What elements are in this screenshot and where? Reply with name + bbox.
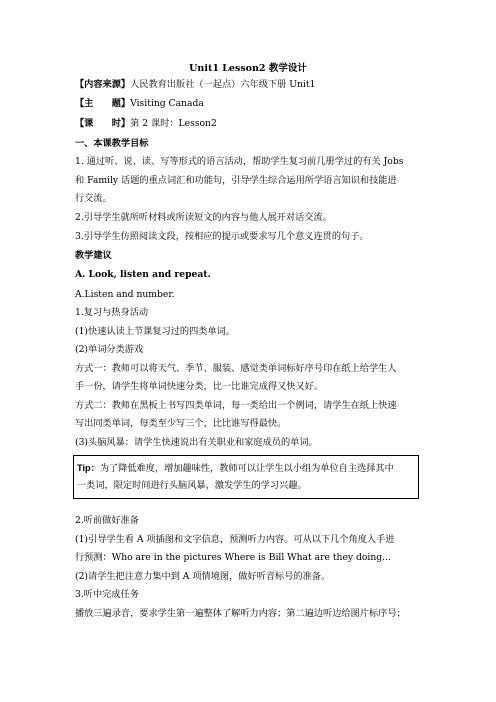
tip-line-1 [77, 460, 394, 474]
meta-theme-label: 【主 题】 [75, 98, 131, 109]
section-objectives-heading: 一、本课教学目标 [75, 138, 149, 149]
step-1-1: (1)快速认读上节课复习过的四类单词。 [75, 326, 236, 337]
step-3: 3.听中完成任务 [75, 589, 139, 600]
step-1-3: (3)头脑风暴：请学生快速说出有关职业和家庭成员的单词。 [75, 437, 318, 448]
step-3-1: 播放三遍录音，要求学生第一遍整体了解听力内容；第二遍边听边给图片标序号； [75, 608, 406, 619]
method-1-line-1: 方式一：教师可以将天气、季节、服装、感觉类单词标好序号印在纸上给学生人 [75, 363, 397, 374]
objective-1-line-1: 1. 通过听、说、读、写等形式的语言活动，帮助学生复习前几册学过的有关 Jobs [75, 156, 404, 167]
method-1-line-2: 手一份，请学生将单词快速分类，比一比谁完成得又快又好。 [75, 381, 324, 392]
meta-source [75, 79, 315, 91]
method-2-line-2: 写出同类单词，每类至少写三个，比比谁写得最快。 [75, 418, 287, 429]
meta-source-value: 人民教育出版社（一起点）六年级下册 Unit1 [130, 79, 316, 90]
tip-line-2: 一类词，限定时间进行头脑风暴，激发学生的学习兴趣。 [77, 480, 307, 491]
meta-source-label: 【内容来源】 [75, 79, 131, 90]
objective-1-line-3: 行交流。 [75, 193, 112, 204]
meta-period-label: 【课 时】 [75, 118, 131, 129]
meta-theme-value: Visiting Canada [130, 98, 204, 109]
tip-text-1: 为了降低难度，增加趣味性，教师可以让学生以小组为单位自主选择其中 [99, 463, 394, 474]
step-2: 2.听前做好准备 [75, 515, 139, 526]
meta-period [75, 118, 217, 130]
step-2-2: (2)请学生把注意力集中到 A 项情境图，做好听音标号的准备。 [75, 571, 331, 582]
subheading-look-listen-repeat: A. Look, listen and repeat. [75, 269, 211, 280]
method-2-line-1: 方式二：教师在黑板上书写四类单词，每一类给出一个例词，请学生在纸上快速 [75, 400, 397, 411]
meta-period-value: 第 2 课时：Lesson2 [130, 118, 217, 129]
section-suggestions-heading: 教学建议 [75, 250, 112, 261]
objective-2: 2.引导学生就所听材料或所读短文的内容与他人展开对话交流。 [75, 212, 332, 223]
objective-3: 3.引导学生仿照阅读文段，按相应的提示或要求写几个意义连贯的句子。 [75, 231, 369, 242]
tip-label: Tip： [77, 463, 100, 473]
step-1: 1.复习与热身活动 [75, 307, 149, 318]
subheading-listen-number: A.Listen and number. [75, 289, 175, 300]
step-2-1-line-1: (1)引导学生看 A 项插图和文字信息，预测听力内容。可从以下几个角度入手进 [75, 534, 395, 545]
step-2-1-line-2: 行预测：Who are in the pictures Where is Bill What are they doing... [75, 552, 391, 563]
step-1-2: (2)单词分类游戏 [75, 344, 144, 355]
document-title: Unit1 Lesson2 教学设计 [189, 63, 307, 74]
tip-box [73, 455, 419, 499]
meta-theme [75, 98, 204, 110]
objective-1-line-2: 和 Family 话题的重点词汇和功能句，引导学生综合运用所学语言知识和技能进 [75, 175, 397, 186]
